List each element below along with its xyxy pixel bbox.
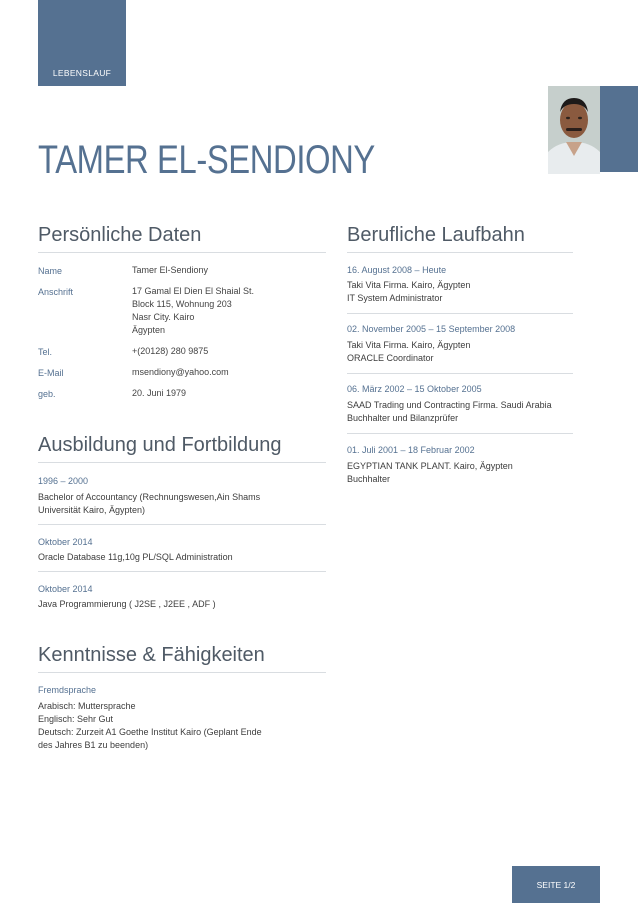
entry-divider [347,313,573,314]
entry-divider [347,433,573,434]
skills-line: Englisch: Sehr Gut [38,714,114,724]
career-entry-text: Buchhalter [347,474,391,484]
personal-value-phone: +(20128) 280 9875 [132,346,209,356]
career-entry-text: EGYPTIAN TANK PLANT. Kairo, Ägypten [347,461,513,471]
career-entry-date: 06. März 2002 – 15 Oktober 2005 [347,384,482,394]
education-entry-date: Oktober 2014 [38,537,93,547]
personal-value-address-line1: 17 Gamal El Dien El Shaial St. [132,286,255,296]
personal-label-name: Name [38,266,63,276]
skills-line: Arabisch: Muttersprache [38,701,136,711]
personal-value-address-line3: Nasr City. Kairo [132,312,195,322]
personal-value-address-line4: Ägypten [132,325,166,335]
document-type-tab [38,0,126,86]
skills-line: des Jahres B1 zu beenden) [38,740,149,750]
personal-value-email[interactable]: msendiony@yahoo.com [132,367,229,377]
entry-divider [347,373,573,374]
personal-label-address: Anschrift [38,287,74,297]
skills-title: Kenntnisse & Fähigkeiten [38,644,265,666]
personal-value-birth: 20. Juni 1979 [132,388,187,398]
full-name-heading: TAMER EL-SENDIONY [38,138,375,182]
personal-label-phone: Tel. [38,347,53,357]
career-entry-text: Buchhalter und Bilanzprüfer [347,413,459,423]
education-entry-date: 1996 – 2000 [38,476,89,486]
personal-data-title: Persönliche Daten [38,224,202,246]
career-entry-text: ORACLE Coordinator [347,353,434,363]
entry-divider [38,571,326,572]
skills-line: Deutsch: Zurzeit A1 Goethe Institut Kairo (Geplant Ende [38,727,262,737]
entry-divider [38,524,326,525]
section-divider [38,462,326,463]
education-entry-date: Oktober 2014 [38,584,93,594]
career-entry-text: SAAD Trading und Contracting Firma. Saudi Arabia [347,400,552,410]
personal-label-birth: geb. [38,389,56,399]
section-divider [38,252,326,253]
career-entry-date: 01. Juli 2001 – 18 Februar 2002 [347,445,475,455]
education-entry-text: Java Programmierung ( J2SE , J2EE , ADF ) [38,599,216,609]
section-divider [347,252,573,253]
career-entry-text: Taki Vita Firma. Kairo, Ägypten [347,280,471,290]
profile-photo [548,86,600,174]
career-entry-text: Taki Vita Firma. Kairo, Ägypten [347,340,471,350]
personal-value-name: Tamer El-Sendiony [132,265,209,275]
education-entry-text: Bachelor of Accountancy (Rechnungswesen,Ain Shams [38,492,261,502]
career-entry-date: 02. November 2005 – 15 September 2008 [347,324,516,334]
portrait-image [548,86,600,174]
skills-subtitle: Fremdsprache [38,685,97,695]
section-divider [38,672,326,673]
career-entry-text: IT System Administrator [347,293,443,303]
education-entry-text: Oracle Database 11g,10g PL/SQL Administration [38,552,233,562]
education-title: Ausbildung und Fortbildung [38,434,282,456]
personal-label-email: E-Mail [38,368,64,378]
document-type-label: LEBENSLAUF [52,68,112,78]
personal-value-address-line2: Block 115, Wohnung 203 [132,299,232,309]
page-number-box [512,866,600,903]
career-entry-date: 16. August 2008 – Heute [347,265,447,275]
education-entry-text: Universität Kairo, Ägypten) [38,505,146,515]
accent-side-bar [600,86,638,172]
page-number-label: SEITE 1/2 [536,879,576,890]
career-title: Berufliche Laufbahn [347,224,525,246]
